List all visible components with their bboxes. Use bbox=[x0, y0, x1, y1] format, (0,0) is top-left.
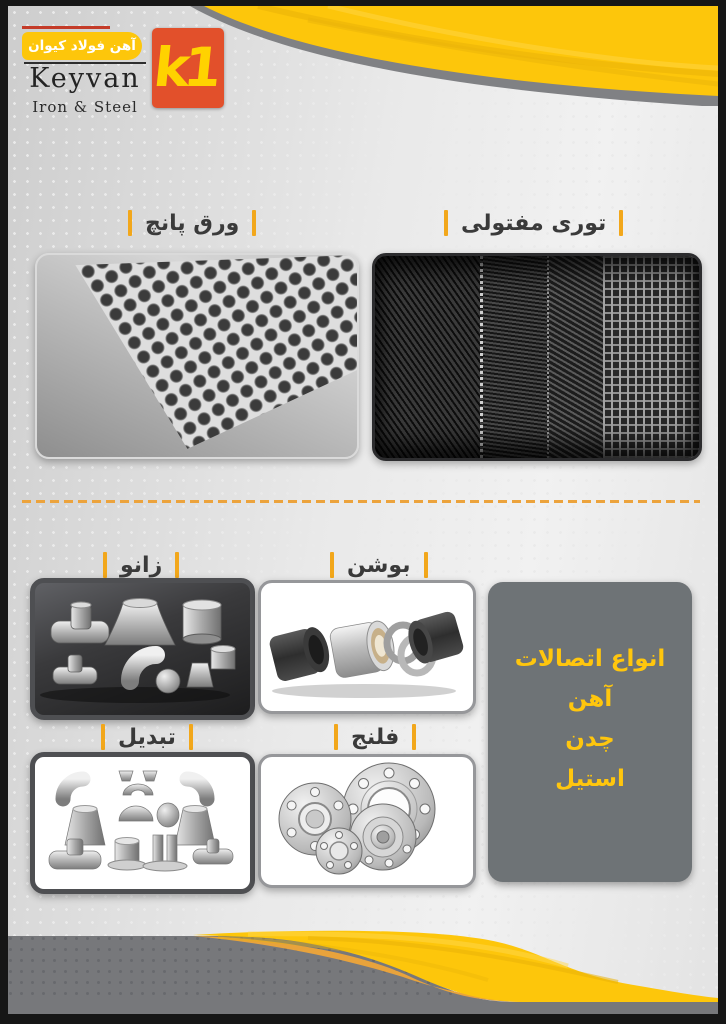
flange-fittings-image bbox=[258, 754, 476, 888]
info-line-iron: آهن bbox=[567, 686, 613, 712]
info-line-types: انواع اتصالات bbox=[514, 646, 666, 672]
bushing-fittings-graphic bbox=[261, 583, 467, 705]
label-bar-icon bbox=[189, 724, 193, 750]
mesh-roll-graphic bbox=[547, 256, 603, 458]
elbow-fittings-graphic bbox=[35, 583, 240, 705]
label-flange bbox=[334, 724, 416, 750]
label-elbow bbox=[103, 552, 179, 578]
info-line-steel: استیل bbox=[555, 766, 625, 792]
label-punched-sheet-text: ورق پانچ bbox=[145, 210, 240, 236]
mesh-roll-graphic bbox=[375, 256, 480, 458]
label-wire-mesh bbox=[444, 210, 623, 236]
k1-logo bbox=[152, 28, 224, 108]
label-bar-icon bbox=[103, 552, 107, 578]
label-bar-icon bbox=[412, 724, 416, 750]
footer-wave-graphic bbox=[8, 914, 718, 1014]
label-bar-icon bbox=[444, 210, 448, 236]
label-reducer-text: تبدیل bbox=[118, 724, 176, 750]
flange-fittings-graphic bbox=[261, 757, 467, 879]
reducer-fittings-graphic bbox=[35, 757, 240, 879]
brand-subtitle-english: Iron & Steel bbox=[32, 98, 138, 116]
label-wire-mesh-text: توری مفتولی bbox=[461, 210, 607, 236]
perforated-sheet-graphic bbox=[37, 255, 357, 457]
elbow-fittings-image bbox=[30, 578, 255, 720]
wire-mesh-image bbox=[372, 253, 702, 461]
k1-logo-text: k1 bbox=[150, 36, 220, 99]
label-punched-sheet bbox=[128, 210, 256, 236]
label-bar-icon bbox=[101, 724, 105, 750]
brand-block bbox=[22, 22, 232, 122]
label-bar-icon bbox=[330, 552, 334, 578]
mesh-grid-graphic bbox=[603, 256, 699, 458]
bushing-fittings-image bbox=[258, 580, 476, 714]
label-reducer bbox=[101, 724, 193, 750]
label-bar-icon bbox=[619, 210, 623, 236]
info-line-cast-iron: چدن bbox=[565, 726, 615, 752]
label-bar-icon bbox=[252, 210, 256, 236]
mesh-roll-graphic bbox=[480, 256, 547, 458]
label-bar-icon bbox=[424, 552, 428, 578]
dashed-divider bbox=[22, 500, 700, 503]
fittings-info-box bbox=[488, 582, 692, 882]
brand-name-english: Keyvan bbox=[24, 62, 146, 93]
label-bar-icon bbox=[175, 552, 179, 578]
brand-name-farsi: آهن فولاد کیوان bbox=[28, 38, 136, 54]
label-bushing-text: بوشن bbox=[347, 552, 411, 578]
page-content bbox=[8, 6, 718, 1014]
reducer-fittings-image bbox=[30, 752, 255, 894]
label-flange-text: فلنج bbox=[351, 724, 400, 750]
brand-accent-line bbox=[22, 26, 110, 29]
label-bar-icon bbox=[334, 724, 338, 750]
punched-sheet-image bbox=[35, 253, 359, 459]
label-bar-icon bbox=[128, 210, 132, 236]
brand-name-farsi-banner bbox=[22, 32, 142, 60]
label-elbow-text: زانو bbox=[120, 552, 163, 578]
label-bushing bbox=[330, 552, 428, 578]
